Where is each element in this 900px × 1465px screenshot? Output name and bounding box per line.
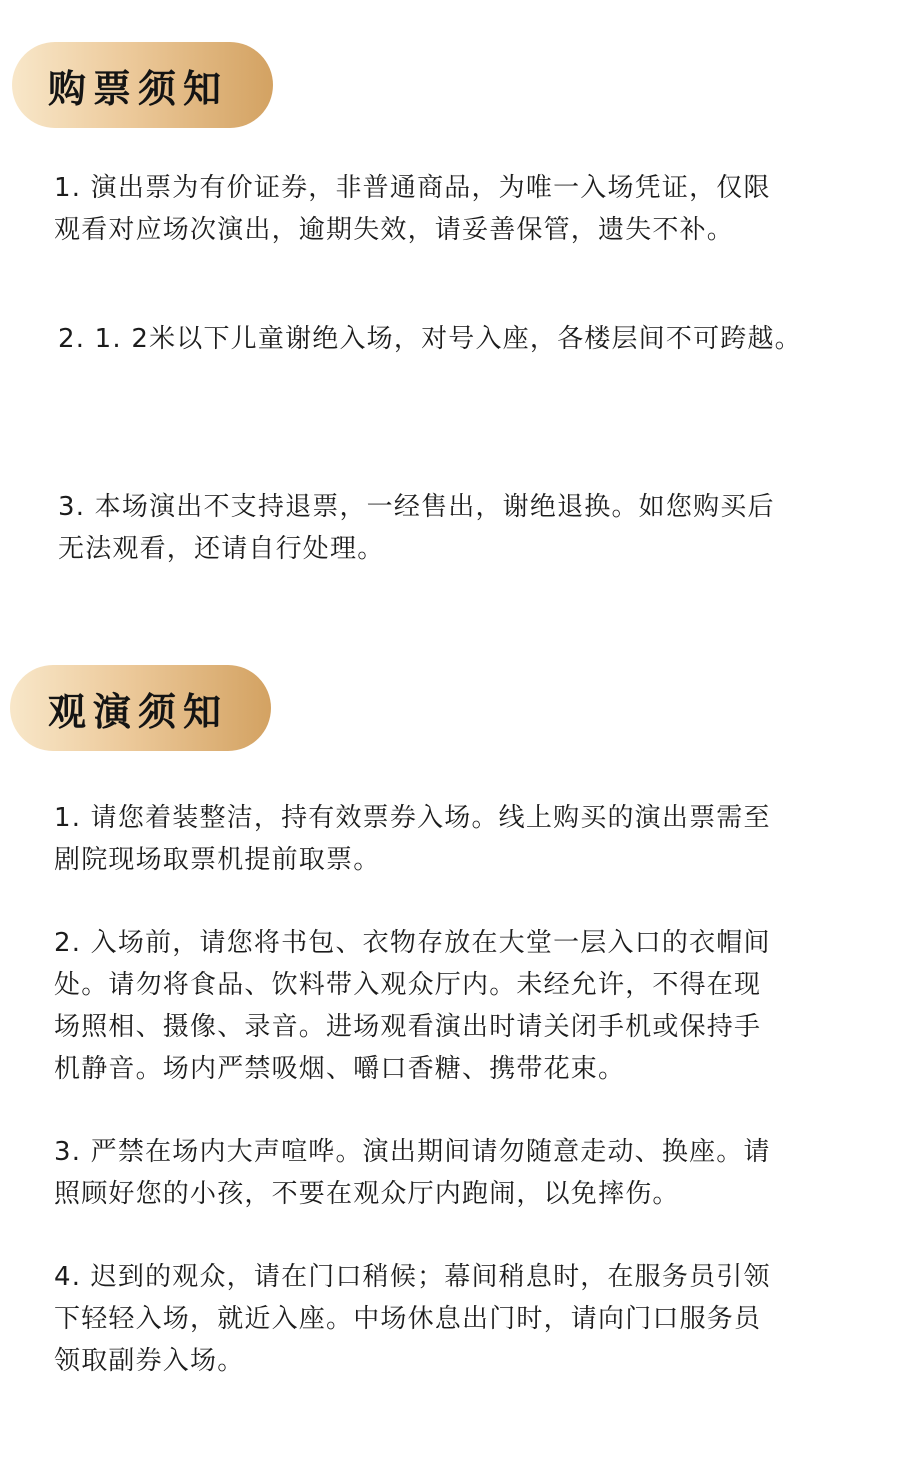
- notice-item: [54, 1256, 854, 1382]
- notice-line: 3. 严禁在场内大声喧哗。演出期间请勿随意走动、换座。请: [54, 1137, 771, 1167]
- notice-line: 4. 迟到的观众，请在门口稍候；幕间稍息时，在服务员引领: [54, 1262, 771, 1292]
- notice-line: 1. 请您着装整洁，持有效票券入场。线上购买的演出票需至: [54, 803, 771, 833]
- notice-line: 3. 本场演出不支持退票，一经售出，谢绝退换。如您购买后: [58, 492, 775, 522]
- notice-line: 处。请勿将食品、饮料带入观众厅内。未经允许，不得在现: [54, 970, 762, 1000]
- notice-item: [54, 922, 854, 1090]
- notice-line: 2. 入场前，请您将书包、衣物存放在大堂一层入口的衣帽间: [54, 928, 771, 958]
- notice-line: 下轻轻入场，就近入座。中场休息出门时，请向门口服务员: [54, 1304, 762, 1334]
- notice-item: [58, 318, 858, 360]
- notice-item: [54, 167, 854, 251]
- section-header-ticket-notice: [12, 42, 273, 128]
- notice-line: 照顾好您的小孩，不要在观众厅内跑闹，以免摔伤。: [54, 1179, 680, 1209]
- notice-item: [54, 797, 854, 881]
- notice-line: 场照相、摄像、录音。进场观看演出时请关闭手机或保持手: [54, 1012, 762, 1042]
- notice-line: 领取副券入场。: [54, 1346, 245, 1376]
- section-title: 观演须知: [48, 689, 229, 734]
- notice-item: [54, 1131, 854, 1215]
- notice-line: 剧院现场取票机提前取票。: [54, 845, 381, 875]
- notice-line: 2. 1. 2米以下儿童谢绝入场，对号入座，各楼层间不可跨越。: [58, 324, 802, 354]
- notice-line: 1. 演出票为有价证券，非普通商品，为唯一入场凭证，仅限: [54, 173, 771, 203]
- notice-line: 观看对应场次演出，逾期失效，请妥善保管，遗失不补。: [54, 215, 735, 245]
- section-title: 购票须知: [48, 66, 229, 111]
- notice-line: 无法观看，还请自行处理。: [58, 534, 385, 564]
- section-header-viewing-notice: [10, 665, 271, 751]
- notice-line: 机静音。场内严禁吸烟、嚼口香糖、携带花束。: [54, 1054, 626, 1084]
- notice-item: [58, 486, 858, 570]
